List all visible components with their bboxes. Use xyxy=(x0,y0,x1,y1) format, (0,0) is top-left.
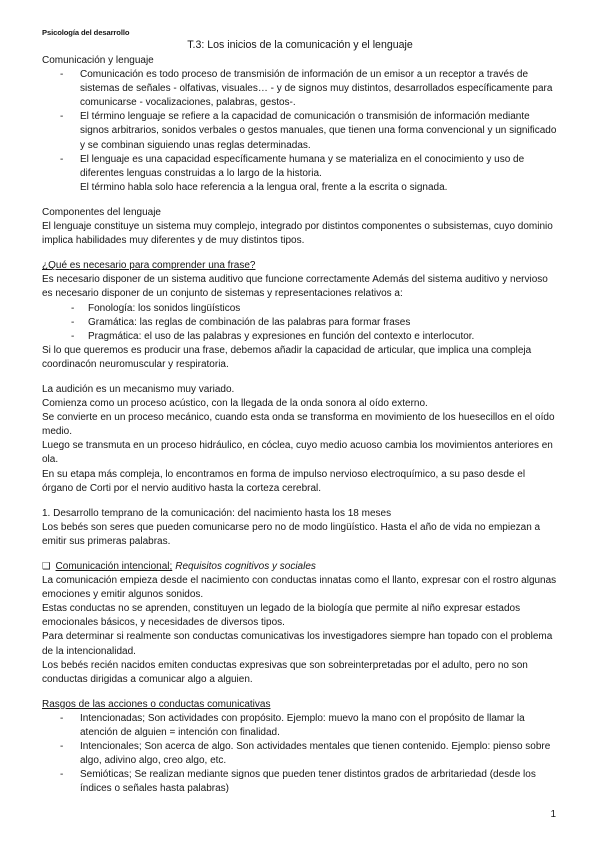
square-bullet-icon: ❑ xyxy=(42,560,51,572)
spacer xyxy=(42,372,558,383)
list-item xyxy=(42,768,558,796)
list-item xyxy=(42,712,558,740)
list-item xyxy=(42,110,558,152)
paragraph: Es necesario disponer de un sistema auditivo que funcione correctamente Además del sistema auditivo y nervioso es necesario disponer de un conjunto de sistemas y representaciones relativos a: xyxy=(42,274,548,300)
list-item-text: El lenguaje es una capacidad específicamente humana y se materializa en el conocimiento y uso de diferentes lenguas construidas a lo largo de la historia. xyxy=(80,153,525,179)
dash-bullet-icon: - xyxy=(60,741,64,753)
dash-bullet-icon: - xyxy=(60,769,64,781)
dash-bullet-icon: - xyxy=(60,153,64,165)
dash-bullet-icon: - xyxy=(71,316,75,328)
paragraph: El lenguaje constituye un sistema muy complejo, integrado por distintos componentes o subsistemas, cuyo dominio implica habilidades muy diferentes y de muy distintos tipos. xyxy=(42,221,553,247)
dash-bullet-icon: - xyxy=(71,302,75,314)
dash-bullet-icon: - xyxy=(60,712,64,724)
paragraph: Si lo que queremos es producir una frase, debemos añadir la capacidad de articular, que implica una compleja coordinacón neuromuscular y respiratoria. xyxy=(42,344,532,370)
list-item xyxy=(42,68,558,110)
dash-bullet-icon: - xyxy=(60,111,64,123)
list-item-text: Intencionales; Son acerca de algo. Son actividades mentales que tienen contenido. Ejemplo: pienso sobre algo, adivino algo, creo algo, etc. xyxy=(80,741,551,767)
paragraph: Comienza como un proceso acústico, con la llegada de la onda sonora al oído externo. xyxy=(42,398,428,410)
section-heading-desarrollo-temprano: 1. Desarrollo temprano de la comunicación: del nacimiento hasta los 18 meses xyxy=(42,507,392,519)
dash-bullet-icon: - xyxy=(60,69,64,81)
list-item-text: Fonología: los sonidos lingüísticos xyxy=(88,302,241,314)
subsection-heading-italic: Requisitos cognitivos y sociales xyxy=(175,561,316,572)
dash-bullet-icon: - xyxy=(71,330,75,342)
list-item xyxy=(42,740,558,768)
section-heading-comunicacion-y-lenguaje: Comunicación y lenguaje xyxy=(42,55,154,66)
section-heading-rasgos: Rasgos de las acciones o conductas comunicativas xyxy=(42,698,271,710)
spacer xyxy=(42,549,558,560)
list-item-text: Semióticas; Se realizan mediante signos que pueden tener distintos grados de arbritariedad (desde los índices o señales hasta palabras) xyxy=(80,769,536,795)
paragraph: Para determinar si realmente son conductas comunicativas los investigadores siempre han topado con el problema de la intencionalidad. xyxy=(42,631,553,657)
spacer xyxy=(42,195,558,206)
section-heading-componentes: Componentes del lenguaje xyxy=(42,206,161,218)
paragraph: La comunicación empieza desde el nacimiento con conductas innatas como el llanto, expresar con el rostro algunas emociones y emitir algunos sonidos. xyxy=(42,575,557,601)
list-item xyxy=(42,330,558,344)
list-item-text: Pragmática: el uso de las palabras y expresiones en función del contexto e interlocutor. xyxy=(88,330,475,342)
paragraph: Luego se transmuta en un proceso hidráulico, en cóclea, cuyo medio acuoso cambia los movimientos anteriores en ola. xyxy=(42,440,553,466)
list-item-text: Gramática: las reglas de combinación de las palabras para formar frases xyxy=(88,316,411,328)
list-item xyxy=(42,316,558,330)
list-item-text: Comunicación es todo proceso de transmisión de información de un emisor a un receptor a través de sistemas de señales - olfativas, visuales… - y de signos muy distintos, desarrollados específicamente para comunicarse - vocalizaciones, palabras, gestos-. xyxy=(80,69,553,109)
paragraph: Los bebés son seres que pueden comunicarse pero no de modo lingüístico. Hasta el año de vida no empiezan a emitir sus primeras palabras. xyxy=(42,521,541,547)
paragraph: Los bebés recién nacidos emiten conductas expresivas que son sobreinterpretadas por el adulto, pero no son conductas dirigidas a comunicar algo a alguien. xyxy=(42,659,528,685)
paragraph: La audición es un mecanismo muy variado. xyxy=(42,383,235,395)
list-item-text: Intencionadas; Son actividades con propósito. Ejemplo: muevo la mano con el propósito de llamar la atención de alguien = intención con finalidad. xyxy=(80,712,525,739)
subsection-heading-underlined: Comunicación intencional; xyxy=(55,561,173,572)
page-number: 1 xyxy=(550,808,556,820)
list-item xyxy=(42,302,558,316)
spacer xyxy=(42,687,558,698)
list-item-text: El término lenguaje se refiere a la capacidad de comunicación o transmisión de información mediante signos arbitrarios, sonidos verbales o gestos manuales, que tienen una forma convencional y un significado y se combinan siguiendo unas reglas determinadas. xyxy=(80,111,557,151)
spacer xyxy=(42,496,558,507)
spacer xyxy=(42,248,558,259)
paragraph: Estas conductas no se aprenden, constituyen un legado de la biología que permite al niño expresar estados emocionales básicos, y necesidades de diversos tipos. xyxy=(42,603,521,629)
running-header: Psicología del desarrollo xyxy=(42,28,130,37)
section-heading-comprender-frase: ¿Qué es necesario para comprender una frase? xyxy=(42,260,256,272)
paragraph: Se convierte en un proceso mecánico, cuando esta onda se transforma en movimiento de los huesecillos en el oído medio. xyxy=(42,412,555,438)
list-item-continuation: El término habla solo hace referencia a la lengua oral, frente a la escrita o signada. xyxy=(80,181,448,193)
document-title: T.3: Los inicios de la comunicación y el lenguaje xyxy=(187,39,413,51)
paragraph: En su etapa más compleja, lo encontramos en forma de impulso nervioso electroquímico, a su paso desde el órgano de Corti por el nervio auditivo hasta la corteza cerebral. xyxy=(42,468,526,494)
subsection-heading-comunicacion-intencional xyxy=(42,560,558,574)
list-item xyxy=(42,153,558,181)
